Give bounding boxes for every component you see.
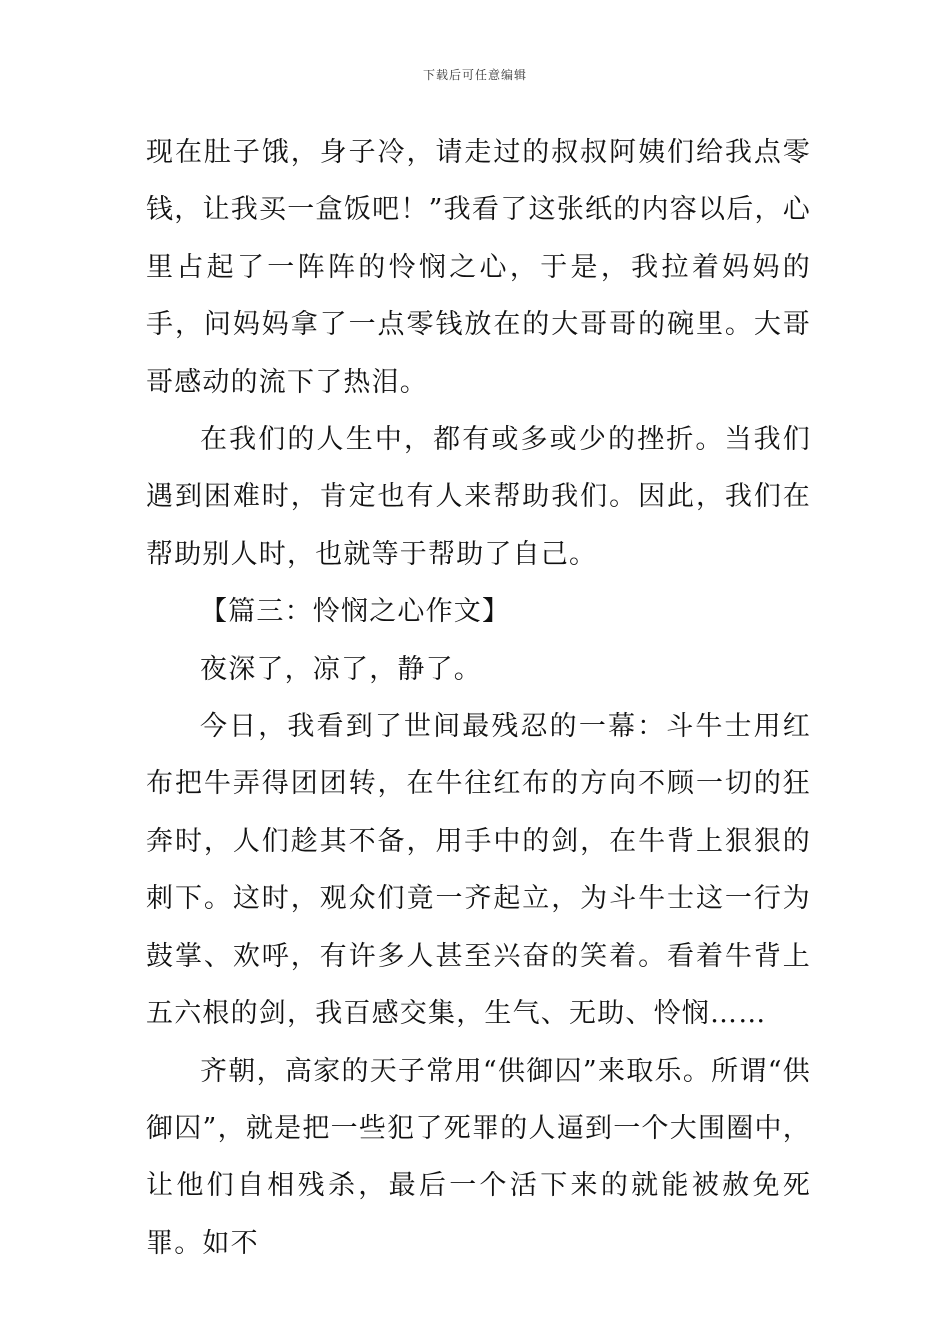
paragraph-4: 今日，我看到了世间最残忍的一幕：斗牛士用红布把牛弄得团团转，在牛往红布的方向不顾一切的狂奔时，人们趁其不备，用手中的剑，在牛背上狠狠的刺下。这时，观众们竟一齐起立，为斗牛士这一行为鼓掌、欢呼，有许多人甚至兴奋的笑着。看着牛背上五六根的剑，我百感交集，生气、无助、怜悯……	[146, 711, 811, 1030]
paragraph-1: 现在肚子饿，身子冷，请走过的叔叔阿姨们给我点零钱，让我买一盒饭吧！”我看了这张纸的内容以后，心里占起了一阵阵的怜悯之心，于是，我拉着妈妈的手，问妈妈拿了一点零钱放在的大哥哥的碗里。大哥哥感动的流下了热泪。	[146, 137, 811, 398]
paragraph-5: 齐朝，高家的天子常用“供御囚”来取乐。所谓“供御囚”，就是把一些犯了死罪的人逼到一个大围圈中，让他们自相残杀，最后一个活下来的就能被赦免死罪。如不	[146, 1055, 811, 1259]
section-heading: 【篇三：怜悯之心作文】	[200, 596, 511, 628]
page-header-note: 下载后可任意编辑	[422, 68, 527, 82]
document-body	[146, 124, 811, 1272]
paragraph-3: 夜深了，凉了，静了。	[200, 653, 482, 685]
paragraph-2: 在我们的人生中，都有或多或少的挫折。当我们遇到困难时，肯定也有人来帮助我们。因此，我们在帮助别人时，也就等于帮助了自己。	[146, 424, 811, 570]
